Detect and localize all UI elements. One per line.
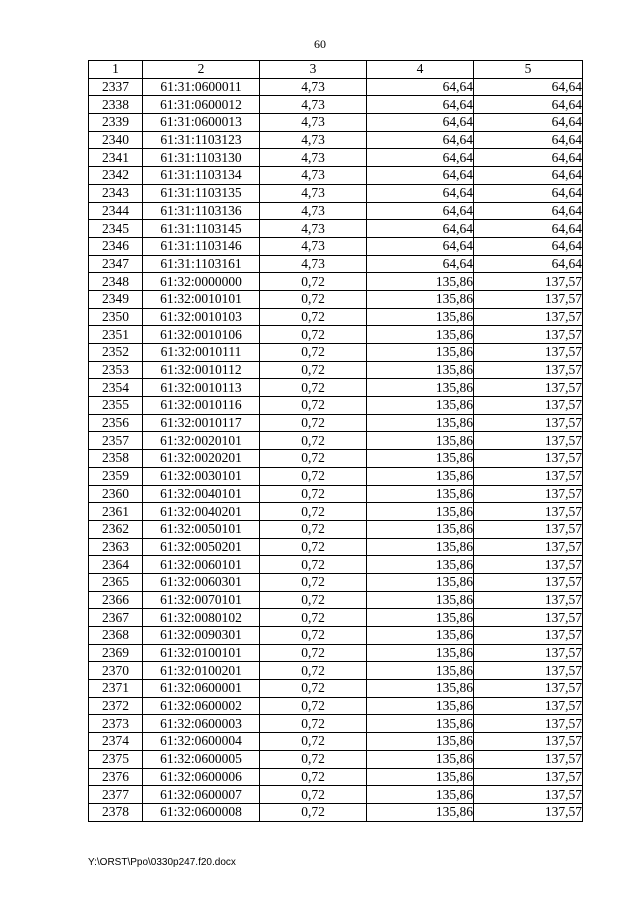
table-row <box>89 96 583 114</box>
value-col-3: 0,72 <box>260 715 367 733</box>
value-col-4: 135,86 <box>367 786 474 804</box>
value-col-3: 0,72 <box>260 503 367 521</box>
cadastral-code: 61:32:0090301 <box>143 627 260 645</box>
value-col-4: 135,86 <box>367 397 474 415</box>
cadastral-code: 61:32:0010111 <box>143 344 260 362</box>
value-col-3: 0,72 <box>260 697 367 715</box>
value-col-3: 0,72 <box>260 591 367 609</box>
row-number: 2378 <box>89 803 143 821</box>
row-number: 2337 <box>89 78 143 96</box>
table-row <box>89 697 583 715</box>
row-number: 2346 <box>89 237 143 255</box>
value-col-4: 64,64 <box>367 237 474 255</box>
value-col-3: 0,72 <box>260 450 367 468</box>
value-col-4: 135,86 <box>367 644 474 662</box>
value-col-4: 135,86 <box>367 733 474 751</box>
table-row <box>89 803 583 821</box>
table-row <box>89 273 583 291</box>
cadastral-code: 61:32:0050201 <box>143 538 260 556</box>
row-number: 2361 <box>89 503 143 521</box>
cadastral-code: 61:32:0010116 <box>143 397 260 415</box>
value-col-5: 137,57 <box>474 379 583 397</box>
cadastral-code: 61:32:0600004 <box>143 733 260 751</box>
table-row <box>89 149 583 167</box>
value-col-5: 137,57 <box>474 450 583 468</box>
value-col-3: 0,72 <box>260 644 367 662</box>
table-row <box>89 644 583 662</box>
value-col-3: 0,72 <box>260 520 367 538</box>
cadastral-code: 61:32:0100201 <box>143 662 260 680</box>
value-col-5: 64,64 <box>474 78 583 96</box>
row-number: 2350 <box>89 308 143 326</box>
value-col-3: 0,72 <box>260 627 367 645</box>
row-number: 2368 <box>89 627 143 645</box>
table-row <box>89 556 583 574</box>
table-row <box>89 308 583 326</box>
row-number: 2341 <box>89 149 143 167</box>
cadastral-code: 61:32:0010101 <box>143 290 260 308</box>
table-row <box>89 768 583 786</box>
table-row <box>89 467 583 485</box>
row-number: 2348 <box>89 273 143 291</box>
row-number: 2362 <box>89 520 143 538</box>
value-col-3: 0,72 <box>260 379 367 397</box>
value-col-4: 64,64 <box>367 202 474 220</box>
cadastral-code: 61:31:0600013 <box>143 114 260 132</box>
row-number: 2377 <box>89 786 143 804</box>
cadastral-code: 61:32:0050101 <box>143 520 260 538</box>
value-col-4: 135,86 <box>367 414 474 432</box>
value-col-4: 135,86 <box>367 326 474 344</box>
value-col-4: 135,86 <box>367 520 474 538</box>
value-col-4: 64,64 <box>367 114 474 132</box>
column-header-4: 4 <box>367 61 474 79</box>
cadastral-code: 61:31:1103123 <box>143 131 260 149</box>
value-col-4: 135,86 <box>367 467 474 485</box>
row-number: 2345 <box>89 220 143 238</box>
value-col-5: 137,57 <box>474 503 583 521</box>
value-col-3: 0,72 <box>260 662 367 680</box>
value-col-3: 0,72 <box>260 273 367 291</box>
table-row <box>89 450 583 468</box>
value-col-5: 137,57 <box>474 768 583 786</box>
cadastral-code: 61:32:0600003 <box>143 715 260 733</box>
value-col-4: 135,86 <box>367 344 474 362</box>
value-col-5: 137,57 <box>474 609 583 627</box>
value-col-5: 137,57 <box>474 750 583 768</box>
value-col-4: 64,64 <box>367 184 474 202</box>
cadastral-code: 61:31:0600011 <box>143 78 260 96</box>
table-row <box>89 432 583 450</box>
value-col-4: 64,64 <box>367 255 474 273</box>
value-col-5: 137,57 <box>474 591 583 609</box>
value-col-5: 137,57 <box>474 467 583 485</box>
row-number: 2371 <box>89 680 143 698</box>
row-number: 2372 <box>89 697 143 715</box>
table-row <box>89 78 583 96</box>
cadastral-code: 61:32:0060301 <box>143 573 260 591</box>
cadastral-code: 61:32:0010106 <box>143 326 260 344</box>
table-row <box>89 290 583 308</box>
table-row <box>89 733 583 751</box>
value-col-5: 137,57 <box>474 644 583 662</box>
cadastral-code: 61:32:0040201 <box>143 503 260 521</box>
value-col-5: 137,57 <box>474 520 583 538</box>
row-number: 2369 <box>89 644 143 662</box>
value-col-5: 64,64 <box>474 114 583 132</box>
value-col-4: 64,64 <box>367 167 474 185</box>
cadastral-code: 61:32:0600002 <box>143 697 260 715</box>
value-col-5: 137,57 <box>474 414 583 432</box>
column-header-5: 5 <box>474 61 583 79</box>
value-col-4: 135,86 <box>367 361 474 379</box>
value-col-5: 64,64 <box>474 149 583 167</box>
value-col-5: 137,57 <box>474 538 583 556</box>
value-col-3: 4,73 <box>260 167 367 185</box>
table-row <box>89 379 583 397</box>
cadastral-code: 61:32:0030101 <box>143 467 260 485</box>
value-col-3: 4,73 <box>260 149 367 167</box>
value-col-5: 137,57 <box>474 786 583 804</box>
cadastral-code: 61:32:0000000 <box>143 273 260 291</box>
value-col-4: 64,64 <box>367 96 474 114</box>
table-body <box>89 78 583 821</box>
value-col-4: 135,86 <box>367 662 474 680</box>
value-col-5: 137,57 <box>474 627 583 645</box>
cadastral-code: 61:32:0070101 <box>143 591 260 609</box>
value-col-3: 4,73 <box>260 131 367 149</box>
cadastral-code: 61:32:0600005 <box>143 750 260 768</box>
row-number: 2366 <box>89 591 143 609</box>
table-row <box>89 131 583 149</box>
value-col-5: 137,57 <box>474 733 583 751</box>
cadastral-code: 61:32:0040101 <box>143 485 260 503</box>
row-number: 2356 <box>89 414 143 432</box>
value-col-4: 135,86 <box>367 750 474 768</box>
value-col-5: 137,57 <box>474 273 583 291</box>
row-number: 2365 <box>89 573 143 591</box>
value-col-3: 4,73 <box>260 255 367 273</box>
column-header-2: 2 <box>143 61 260 79</box>
value-col-4: 135,86 <box>367 379 474 397</box>
row-number: 2358 <box>89 450 143 468</box>
cadastral-code: 61:32:0010113 <box>143 379 260 397</box>
value-col-5: 137,57 <box>474 715 583 733</box>
table-row <box>89 202 583 220</box>
value-col-4: 135,86 <box>367 273 474 291</box>
table-row <box>89 750 583 768</box>
row-number: 2374 <box>89 733 143 751</box>
value-col-3: 0,72 <box>260 803 367 821</box>
value-col-5: 137,57 <box>474 397 583 415</box>
value-col-4: 135,86 <box>367 485 474 503</box>
cadastral-code: 61:32:0020101 <box>143 432 260 450</box>
value-col-4: 135,86 <box>367 715 474 733</box>
value-col-5: 137,57 <box>474 432 583 450</box>
cadastral-code: 61:31:1103134 <box>143 167 260 185</box>
table-row <box>89 662 583 680</box>
cadastral-code: 61:32:0010103 <box>143 308 260 326</box>
value-col-4: 135,86 <box>367 697 474 715</box>
value-col-3: 0,72 <box>260 733 367 751</box>
cadastral-code: 61:31:1103130 <box>143 149 260 167</box>
cadastral-code: 61:32:0100101 <box>143 644 260 662</box>
value-col-5: 137,57 <box>474 697 583 715</box>
table-row <box>89 114 583 132</box>
value-col-4: 135,86 <box>367 503 474 521</box>
value-col-3: 0,72 <box>260 556 367 574</box>
value-col-5: 137,57 <box>474 680 583 698</box>
value-col-4: 64,64 <box>367 149 474 167</box>
value-col-3: 0,72 <box>260 344 367 362</box>
value-col-5: 137,57 <box>474 326 583 344</box>
value-col-4: 135,86 <box>367 609 474 627</box>
table-row <box>89 680 583 698</box>
value-col-3: 4,73 <box>260 184 367 202</box>
row-number: 2367 <box>89 609 143 627</box>
value-col-4: 135,86 <box>367 768 474 786</box>
row-number: 2360 <box>89 485 143 503</box>
cadastral-code: 61:32:0010117 <box>143 414 260 432</box>
column-header-3: 3 <box>260 61 367 79</box>
value-col-5: 137,57 <box>474 573 583 591</box>
value-col-3: 4,73 <box>260 78 367 96</box>
row-number: 2376 <box>89 768 143 786</box>
value-col-5: 137,57 <box>474 308 583 326</box>
value-col-3: 0,72 <box>260 308 367 326</box>
value-col-3: 0,72 <box>260 397 367 415</box>
table-row <box>89 591 583 609</box>
row-number: 2338 <box>89 96 143 114</box>
value-col-3: 0,72 <box>260 786 367 804</box>
row-number: 2354 <box>89 379 143 397</box>
cadastral-code: 61:31:1103146 <box>143 237 260 255</box>
value-col-4: 135,86 <box>367 450 474 468</box>
value-col-5: 64,64 <box>474 202 583 220</box>
header-row <box>89 61 583 79</box>
value-col-3: 0,72 <box>260 432 367 450</box>
page-number: 60 <box>314 37 326 51</box>
row-number: 2375 <box>89 750 143 768</box>
table-row <box>89 609 583 627</box>
value-col-3: 0,72 <box>260 609 367 627</box>
cadastral-code: 61:32:0600006 <box>143 768 260 786</box>
value-col-4: 64,64 <box>367 78 474 96</box>
footer-file-path: Y:\ORST\Ppo\0330p247.f20.docx <box>88 857 236 868</box>
value-col-5: 137,57 <box>474 662 583 680</box>
value-col-5: 137,57 <box>474 344 583 362</box>
table-row <box>89 538 583 556</box>
value-col-3: 0,72 <box>260 361 367 379</box>
row-number: 2352 <box>89 344 143 362</box>
value-col-4: 135,86 <box>367 627 474 645</box>
value-col-4: 135,86 <box>367 290 474 308</box>
table-row <box>89 573 583 591</box>
table-row <box>89 237 583 255</box>
value-col-5: 64,64 <box>474 255 583 273</box>
table-row <box>89 786 583 804</box>
row-number: 2342 <box>89 167 143 185</box>
row-number: 2339 <box>89 114 143 132</box>
value-col-4: 135,86 <box>367 803 474 821</box>
table-row <box>89 220 583 238</box>
value-col-4: 135,86 <box>367 432 474 450</box>
value-col-5: 64,64 <box>474 96 583 114</box>
value-col-3: 4,73 <box>260 202 367 220</box>
row-number: 2349 <box>89 290 143 308</box>
table-row <box>89 397 583 415</box>
row-number: 2363 <box>89 538 143 556</box>
value-col-5: 137,57 <box>474 803 583 821</box>
row-number: 2351 <box>89 326 143 344</box>
table-row <box>89 184 583 202</box>
column-header-1: 1 <box>89 61 143 79</box>
row-number: 2347 <box>89 255 143 273</box>
table-row <box>89 520 583 538</box>
table-row <box>89 485 583 503</box>
table-row <box>89 326 583 344</box>
table-header <box>89 61 583 79</box>
value-col-3: 0,72 <box>260 414 367 432</box>
row-number: 2370 <box>89 662 143 680</box>
cadastral-code: 61:32:0600001 <box>143 680 260 698</box>
table-row <box>89 715 583 733</box>
cadastral-code: 61:32:0600007 <box>143 786 260 804</box>
cadastral-code: 61:32:0020201 <box>143 450 260 468</box>
cadastral-code: 61:31:1103136 <box>143 202 260 220</box>
row-number: 2343 <box>89 184 143 202</box>
cadastral-code: 61:32:0080102 <box>143 609 260 627</box>
value-col-4: 135,86 <box>367 308 474 326</box>
table-row <box>89 627 583 645</box>
value-col-4: 135,86 <box>367 573 474 591</box>
cadastral-code: 61:31:0600012 <box>143 96 260 114</box>
value-col-3: 0,72 <box>260 750 367 768</box>
value-col-3: 4,73 <box>260 220 367 238</box>
value-col-3: 4,73 <box>260 114 367 132</box>
value-col-5: 137,57 <box>474 556 583 574</box>
value-col-5: 64,64 <box>474 184 583 202</box>
row-number: 2353 <box>89 361 143 379</box>
table-row <box>89 344 583 362</box>
row-number: 2357 <box>89 432 143 450</box>
value-col-3: 0,72 <box>260 573 367 591</box>
data-table <box>88 60 583 822</box>
row-number: 2340 <box>89 131 143 149</box>
table-row <box>89 414 583 432</box>
value-col-5: 137,57 <box>474 485 583 503</box>
value-col-4: 64,64 <box>367 131 474 149</box>
row-number: 2355 <box>89 397 143 415</box>
value-col-3: 0,72 <box>260 680 367 698</box>
value-col-5: 137,57 <box>474 361 583 379</box>
value-col-3: 4,73 <box>260 96 367 114</box>
value-col-4: 64,64 <box>367 220 474 238</box>
table-row <box>89 361 583 379</box>
row-number: 2364 <box>89 556 143 574</box>
value-col-3: 0,72 <box>260 326 367 344</box>
cadastral-code: 61:31:1103145 <box>143 220 260 238</box>
cadastral-code: 61:31:1103161 <box>143 255 260 273</box>
value-col-3: 0,72 <box>260 768 367 786</box>
value-col-4: 135,86 <box>367 538 474 556</box>
cadastral-code: 61:32:0010112 <box>143 361 260 379</box>
row-number: 2359 <box>89 467 143 485</box>
value-col-5: 64,64 <box>474 131 583 149</box>
table-row <box>89 167 583 185</box>
table-row <box>89 503 583 521</box>
value-col-5: 64,64 <box>474 167 583 185</box>
value-col-5: 64,64 <box>474 220 583 238</box>
table-row <box>89 255 583 273</box>
value-col-3: 0,72 <box>260 290 367 308</box>
cadastral-code: 61:32:0060101 <box>143 556 260 574</box>
row-number: 2344 <box>89 202 143 220</box>
value-col-3: 0,72 <box>260 485 367 503</box>
value-col-4: 135,86 <box>367 680 474 698</box>
value-col-3: 0,72 <box>260 538 367 556</box>
value-col-3: 4,73 <box>260 237 367 255</box>
cadastral-code: 61:31:1103135 <box>143 184 260 202</box>
row-number: 2373 <box>89 715 143 733</box>
cadastral-code: 61:32:0600008 <box>143 803 260 821</box>
value-col-3: 0,72 <box>260 467 367 485</box>
value-col-5: 64,64 <box>474 237 583 255</box>
value-col-5: 137,57 <box>474 290 583 308</box>
value-col-4: 135,86 <box>367 556 474 574</box>
value-col-4: 135,86 <box>367 591 474 609</box>
